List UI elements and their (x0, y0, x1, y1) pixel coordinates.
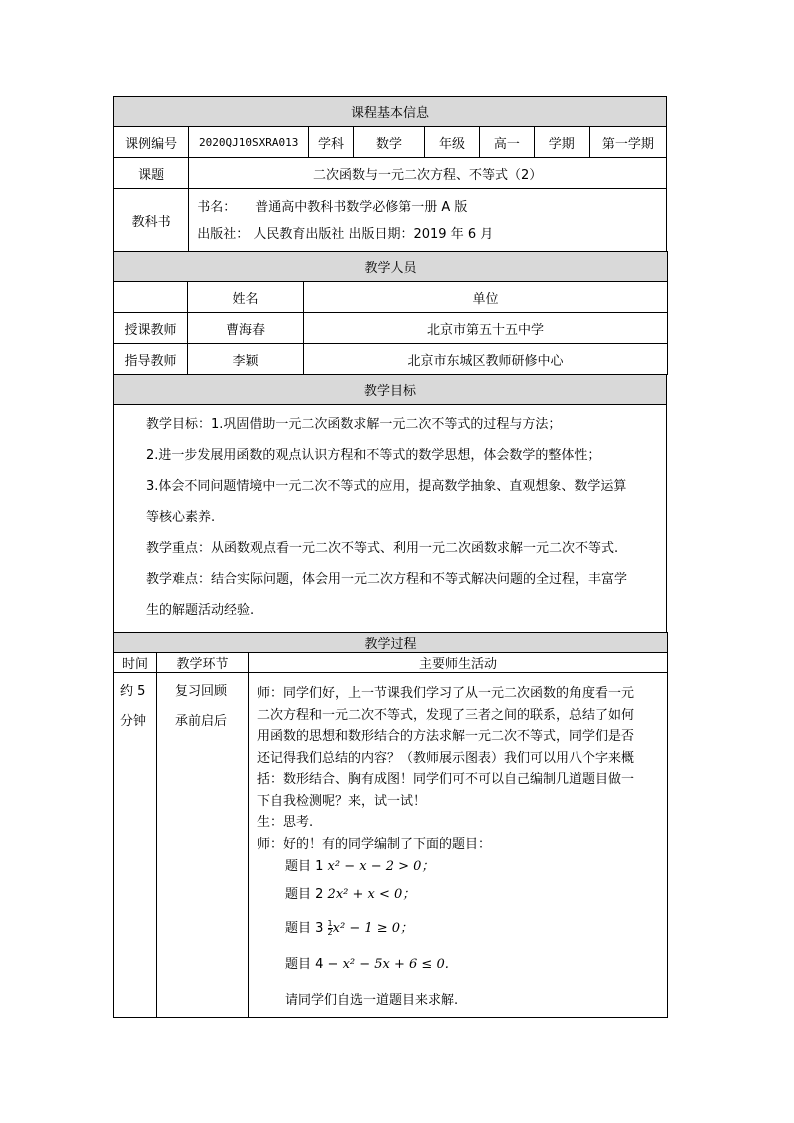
question-expr: x² − 1 ≥ 0； (332, 921, 414, 936)
grade-label: 年级 (425, 127, 480, 158)
lesson-document (113, 96, 667, 1018)
staff-col-unit: 单位 (304, 282, 668, 313)
activity-line: 师：好的！有的同学编制了下面的题目： (257, 836, 492, 852)
staff-name: 李颖 (188, 344, 304, 375)
question-expr: 2x² + x < 0； (327, 887, 416, 902)
activity-line: 下自我检测呢？来，试一试！ (257, 793, 427, 809)
textbook-info (189, 189, 667, 252)
objectives-header: 教学目标 (114, 375, 667, 405)
time-line: 分钟 (120, 714, 147, 729)
staff-col-name: 姓名 (188, 282, 304, 313)
subject-value: 数学 (353, 127, 424, 158)
activity-line: 二次方程和一元二次不等式，发现了三者之间的联系，总结了如何 (257, 707, 635, 723)
staff-role: 指导教师 (114, 344, 188, 375)
process-col-step: 教学环节 (157, 653, 249, 673)
process-col-activity: 主要师生活动 (249, 653, 668, 673)
step-line: 承前启后 (175, 714, 228, 729)
fraction-numerator: 1 (327, 919, 333, 928)
question-expr: x² − x − 2 > 0； (327, 859, 435, 874)
book-name-label: 书名： (197, 200, 237, 215)
staff-unit: 北京市第五十五中学 (304, 313, 668, 344)
process-table (113, 632, 668, 1018)
question-4 (257, 953, 659, 977)
question-label: 题目 3 (285, 921, 324, 936)
topic-value: 二次函数与一元二次方程、不等式（2） (189, 158, 667, 189)
term-value: 第一学期 (589, 127, 666, 158)
process-header: 教学过程 (114, 633, 668, 653)
key-point-line: 教学重点：从函数观点看一元二次不等式、利用一元二次函数求解一元二次不等式. (146, 541, 619, 556)
course-info-header: 课程基本信息 (114, 97, 667, 127)
grade-value: 高一 (479, 127, 534, 158)
activity-line: 还记得我们总结的内容？（教师展示图表）我们可以用八个字来概 (257, 750, 635, 766)
activity-line: 用函数的思想和数形结合的方法求解一元二次不等式，同学们是否 (257, 729, 635, 744)
subject-label: 学科 (309, 127, 354, 158)
staff-corner (114, 282, 188, 313)
staff-header: 教学人员 (114, 252, 668, 282)
course-id-label: 课例编号 (114, 127, 189, 158)
objectives-table (113, 374, 667, 633)
activity-line: 生：思考. (257, 815, 314, 830)
staff-role: 授课教师 (114, 313, 188, 344)
process-col-time: 时间 (114, 653, 157, 673)
difficulty-line: 教学难点：结合实际问题，体会用一元二次方程和不等式解决问题的全过程，丰富学 (146, 572, 628, 587)
question-label: 题目 2 (285, 887, 324, 902)
book-name-value: 普通高中教科书数学必修第一册 A 版 (255, 200, 468, 215)
topic-label: 课题 (114, 158, 189, 189)
closing-line: 请同学们自选一道题目来求解. (285, 993, 459, 1008)
course-info-table (113, 96, 667, 252)
question-label: 题目 1 (285, 859, 324, 874)
process-activity (249, 673, 668, 1018)
question-expr: − x² − 5x + 6 ≤ 0. (327, 957, 449, 972)
textbook-label: 教科书 (114, 189, 189, 252)
step-line: 复习回顾 (175, 684, 228, 699)
objective-line: 等核心素养. (146, 510, 216, 525)
objective-line: 3.体会不同问题情境中一元二次不等式的应用，提高数学抽象、直观想象、数学运算 (146, 479, 627, 494)
activity-line: 师：同学们好，上一节课我们学习了从一元二次函数的角度看一元 (257, 686, 635, 701)
question-2 (257, 883, 659, 907)
publisher-line: 出版社： 人民教育出版社 出版日期：2019 年 6 月 (197, 227, 494, 242)
objective-line: 2.进一步发展用函数的观点认识方程和不等式的数学思想，体会数学的整体性； (146, 448, 601, 463)
term-label: 学期 (534, 127, 589, 158)
process-time (114, 673, 157, 1018)
staff-name: 曹海春 (188, 313, 304, 344)
difficulty-line: 生的解题活动经验. (146, 603, 255, 618)
activity-line: 括：数形结合、胸有成图！同学们可不可以自己编制几道题目做一 (257, 772, 635, 787)
course-id-value: 2020QJ10SXRA013 (189, 127, 309, 158)
question-3 (257, 917, 659, 941)
staff-unit: 北京市东城区教师研修中心 (304, 344, 668, 375)
process-step (157, 673, 249, 1018)
question-1 (257, 855, 659, 879)
staff-table (113, 251, 668, 375)
objective-line: 教学目标：1.巩固借助一元二次函数求解一元二次不等式的过程与方法； (146, 417, 562, 432)
time-line: 约 5 (120, 684, 146, 699)
objectives-body (114, 405, 667, 633)
fraction-denominator: 2 (327, 928, 333, 937)
question-label: 题目 4 (285, 957, 324, 972)
